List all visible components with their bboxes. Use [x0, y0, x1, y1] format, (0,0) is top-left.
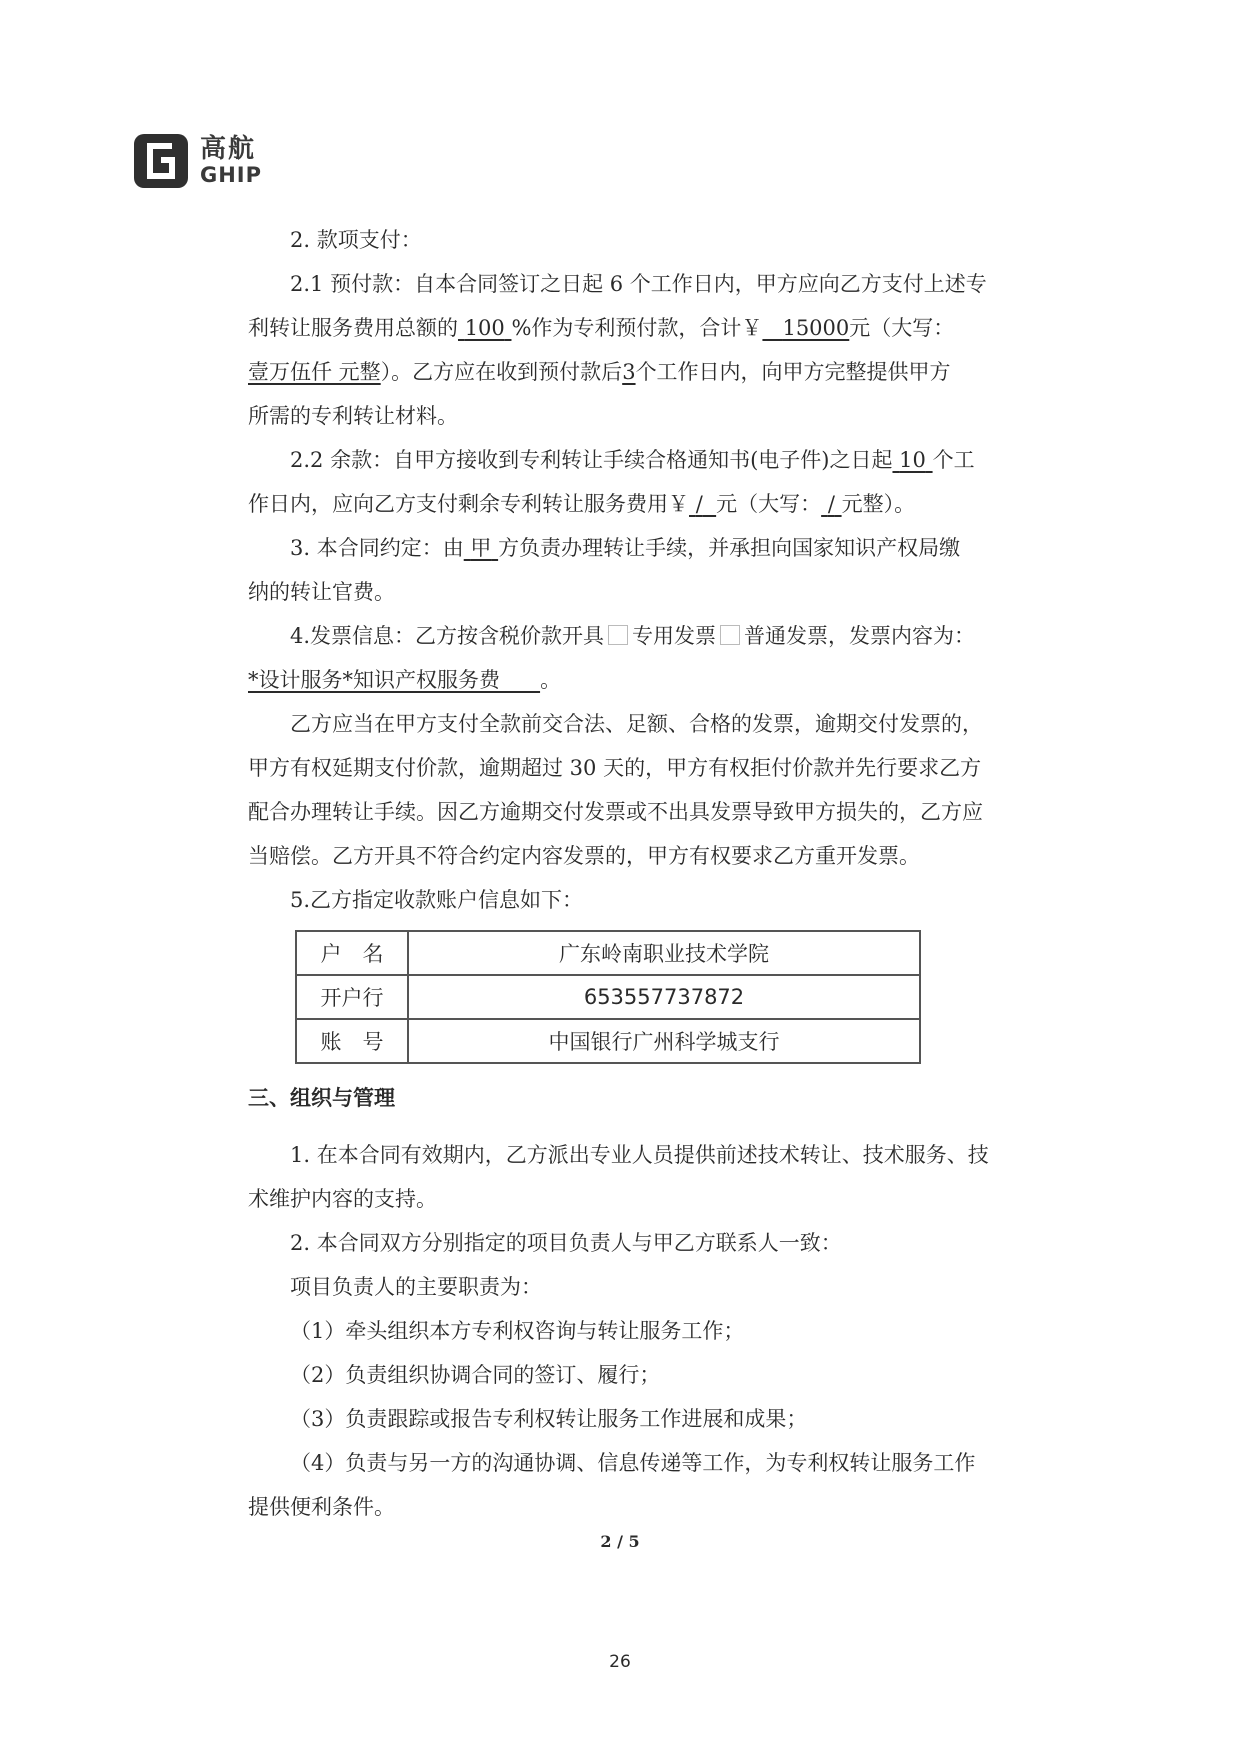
clause-3-line-2: 纳的转让官费。	[248, 580, 395, 604]
account-info-heading: 5.乙方指定收款账户信息如下：	[290, 888, 584, 912]
responsible-party: 甲	[470, 536, 492, 560]
account-name-value: 广东岭南职业技术学院	[408, 931, 920, 975]
duty-item: （1）牵头组织本方专利权咨询与转让服务工作；	[290, 1319, 745, 1343]
section-2-title: 2. 款项支付：	[290, 228, 422, 252]
clause-3-line-1: 3. 本合同约定：由 甲 方负责办理转让手续，并承担向国家知识产权局缴	[290, 536, 961, 560]
bank-account-table	[295, 930, 921, 1064]
table-row	[296, 975, 920, 1019]
invoice-duty-line-1: 乙方应当在甲方支付全款前交合法、足额、合格的发票，逾期交付发票的，	[290, 712, 983, 736]
prepayment-amount: 15000	[782, 316, 850, 340]
account-number-label: 账 号	[296, 1019, 408, 1063]
bank-value: 653557737872	[408, 975, 920, 1019]
balance-days: 10	[899, 448, 926, 472]
duty-item-continued: 提供便利条件。	[248, 1495, 395, 1519]
balance-amount-words: /	[827, 492, 835, 516]
s3-clause-2: 2. 本合同双方分别指定的项目负责人与甲乙方联系人一致：	[290, 1231, 842, 1255]
invoice-duty-line-3: 配合办理转让手续。因乙方逾期交付发票或不出具发票导致甲方损失的，乙方应	[248, 800, 983, 824]
invoice-info-line-2: *设计服务*知识产权服务费 。	[248, 668, 562, 692]
prepayment-amount-words: 壹万伍仟 元整	[248, 360, 381, 384]
balance-line-1: 2.2 余款：自甲方接收到专利转让手续合格通知书(电子件)之日起 10 个工	[290, 448, 975, 472]
account-name-label: 户 名	[296, 931, 408, 975]
logo-cn-text: 高航	[200, 134, 257, 164]
duty-item: （4）负责与另一方的沟通协调、信息传递等工作，为专利权转让服务工作	[290, 1451, 976, 1475]
prepayment-line-2: 利转让服务费用总额的 100 %作为专利预付款，合计￥ 15000元（大写：	[248, 316, 955, 340]
ghip-logo-icon	[132, 132, 190, 190]
invoice-content: *设计服务*知识产权服务费	[248, 668, 500, 692]
balance-line-2: 作日内，应向乙方支付剩余专利转让服务费用￥ / 元（大写： / 元整）。	[248, 492, 916, 516]
material-days: 3	[622, 360, 636, 384]
table-row	[296, 1019, 920, 1063]
prepayment-line-3: 壹万伍仟 元整）。乙方应在收到预付款后3个工作日内，向甲方完整提供甲方	[248, 360, 951, 384]
prepayment-line-1: 2.1 预付款：自本合同签订之日起 6 个工作日内，甲方应向乙方支付上述专	[290, 272, 987, 296]
prepayment-line-4: 所需的专利转让材料。	[248, 404, 458, 428]
s3-clause-1-line-2: 术维护内容的支持。	[248, 1187, 437, 1211]
s3-clause-1-line-1: 1. 在本合同有效期内，乙方派出专业人员提供前述技术转让、技术服务、技	[290, 1143, 989, 1167]
invoice-duty-line-2: 甲方有权延期支付价款，逾期超过 30 天的，甲方有权拒付价款并先行要求乙方	[248, 756, 982, 780]
logo-en-text: GHIP	[200, 163, 263, 187]
invoice-duty-line-4: 当赔偿。乙方开具不符合约定内容发票的，甲方有权要求乙方重开发票。	[248, 844, 920, 868]
prepayment-percent: 100	[464, 316, 505, 340]
section-3-title: 三、组织与管理	[248, 1085, 395, 1110]
special-invoice-checkbox	[608, 625, 628, 645]
account-number-value: 中国银行广州科学城支行	[408, 1019, 920, 1063]
invoice-info-line-1: 4.发票信息：乙方按含税价款开具 专用发票 普通发票，发票内容为：	[290, 624, 976, 648]
bank-label: 开户行	[296, 975, 408, 1019]
page-indicator: 2 / 5	[600, 1532, 640, 1551]
table-row	[296, 931, 920, 975]
duty-item: （2）负责组织协调合同的签订、履行；	[290, 1363, 661, 1387]
duty-item: （3）负责跟踪或报告专利权转让服务工作进展和成果；	[290, 1407, 808, 1431]
balance-amount: /	[695, 492, 703, 516]
duties-title: 项目负责人的主要职责为：	[290, 1275, 542, 1299]
page-number: 26	[609, 1652, 631, 1672]
ordinary-invoice-checkbox	[720, 625, 740, 645]
company-logo	[132, 132, 262, 190]
